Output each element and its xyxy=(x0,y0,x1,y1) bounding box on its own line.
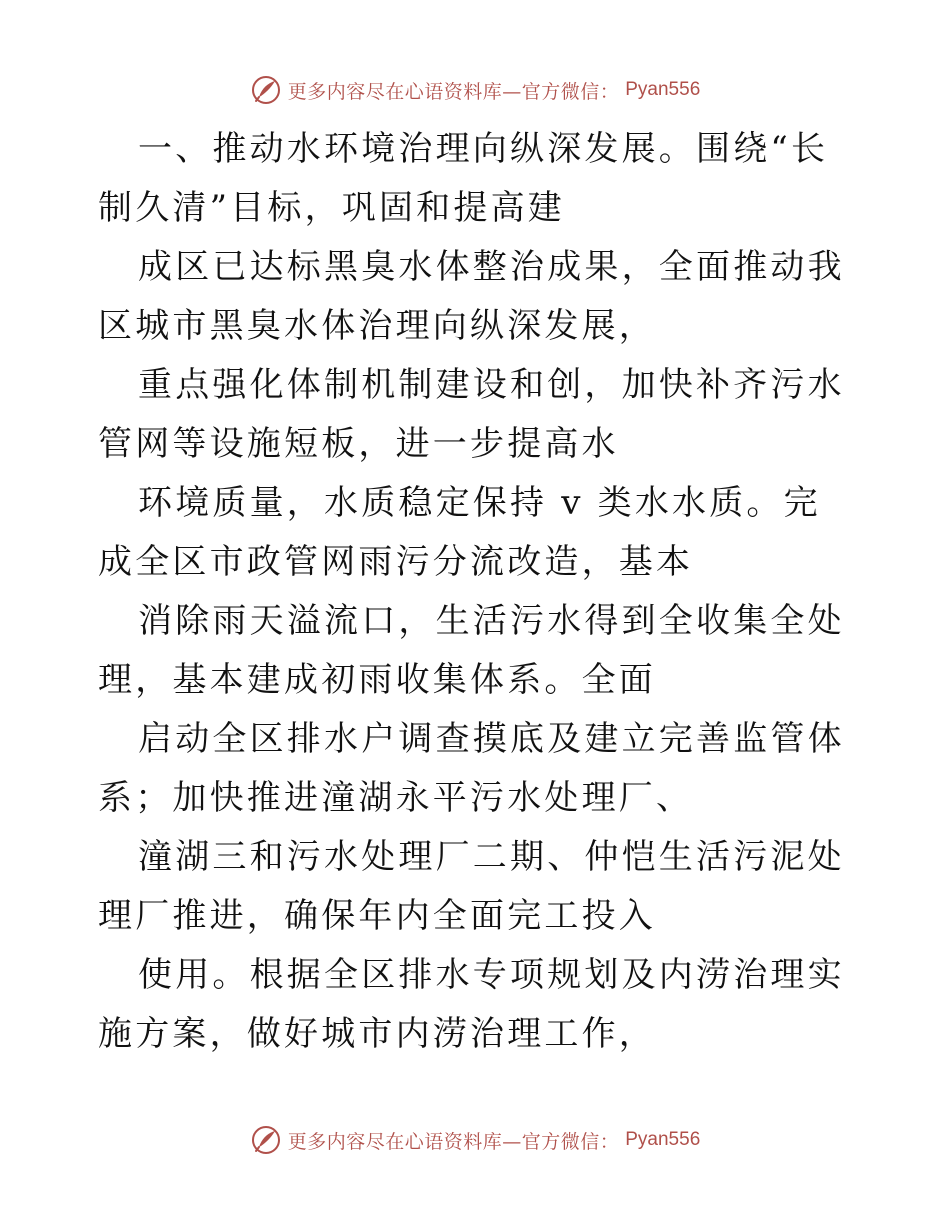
paragraph: 一、推动水环境治理向纵深发展。围绕“长制久清”目标，巩固和提高建 xyxy=(98,129,829,228)
paragraph: 启动全区排水户调查摸底及建立完善监管体系；加快推进潼湖永平污水处理厂、 xyxy=(98,719,845,818)
paragraph: 成区已达标黑臭水体整治成果，全面推动我区城市黑臭水体治理向纵深发展， xyxy=(98,247,845,346)
footer-watermark-text: 更多内容尽在心语资料库—官方微信： xyxy=(287,1130,620,1153)
paragraph: 环境质量，水质稳定保持 v 类水水质。完成全区市政管网雨污分流改造，基本 xyxy=(98,483,821,582)
feather-pen-logo-icon xyxy=(250,74,282,106)
document-body xyxy=(98,120,858,1064)
paragraph: 使用。根据全区排水专项规划及内涝治理实施方案，做好城市内涝治理工作， xyxy=(98,955,845,1054)
paragraph: 潼湖三和污水处理厂二期、仲恺生活污泥处理厂推进，确保年内全面完工投入 xyxy=(98,837,845,936)
paragraph: 重点强化体制机制建设和创，加快补齐污水管网等设施短板，进一步提高水 xyxy=(98,365,845,464)
header-watermark xyxy=(0,70,950,110)
footer-watermark xyxy=(0,1120,950,1160)
header-watermark-text: 更多内容尽在心语资料库—官方微信： xyxy=(287,80,620,103)
feather-pen-logo-icon xyxy=(250,1124,282,1156)
footer-watermark-id: Pyan556 xyxy=(625,1129,701,1150)
header-watermark-id: Pyan556 xyxy=(625,79,701,100)
paragraph: 消除雨天溢流口，生活污水得到全收集全处理，基本建成初雨收集体系。全面 xyxy=(98,601,845,700)
